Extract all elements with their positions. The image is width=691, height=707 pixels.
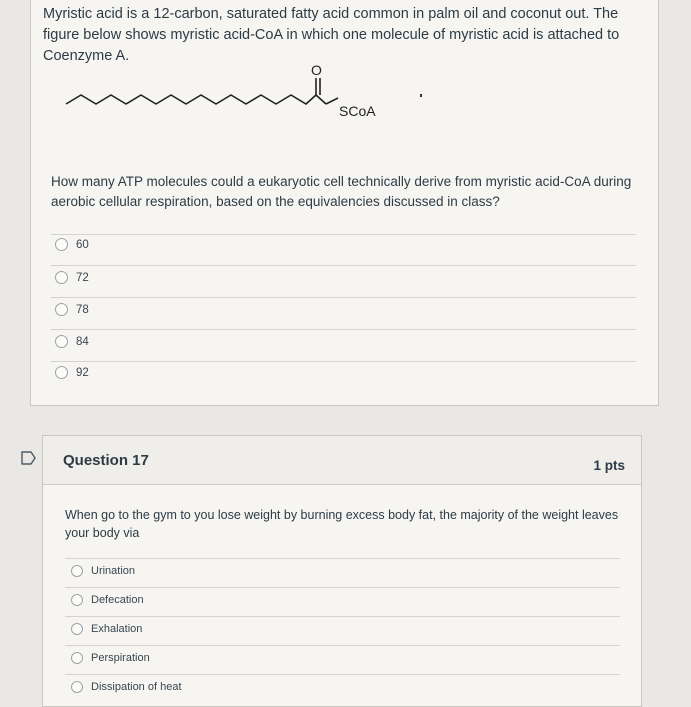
answer-label: 60: [76, 238, 89, 251]
answer-label: 84: [76, 335, 89, 348]
radio-button[interactable]: [71, 623, 83, 635]
answer-option[interactable]: [71, 623, 142, 635]
bookmark-flag-icon[interactable]: [20, 450, 36, 466]
answer-divider: [51, 234, 636, 235]
answer-label: Defecation: [91, 594, 144, 606]
answer-divider: [51, 265, 636, 266]
answer-divider: [51, 329, 636, 330]
scoa-label: SCoA: [339, 103, 376, 119]
question-17-card: [42, 435, 642, 707]
answer-divider: [65, 674, 620, 675]
question-17-header: [43, 436, 641, 485]
answer-option[interactable]: [71, 681, 182, 693]
radio-button[interactable]: [71, 652, 83, 664]
answer-option[interactable]: [55, 303, 89, 316]
answer-label: 72: [76, 271, 89, 284]
radio-button[interactable]: [55, 335, 68, 348]
answer-divider: [65, 616, 620, 617]
question-16-card: [30, 0, 659, 406]
myristoyl-coa-structure: [56, 62, 436, 132]
answer-option[interactable]: [55, 335, 89, 348]
radio-button[interactable]: [71, 681, 83, 693]
question-16-intro: Myristic acid is a 12-carbon, saturated fatty acid common in palm oil and coconut out. The figure below shows myristic acid-CoA in which one molecule of myristic acid is attached to Coenzyme A.: [43, 6, 620, 64]
answer-label: Dissipation of heat: [91, 681, 182, 693]
radio-button[interactable]: [55, 238, 68, 251]
answer-divider: [51, 361, 636, 362]
answer-option[interactable]: [55, 366, 89, 379]
answer-option[interactable]: [71, 652, 150, 664]
question-17-text: When go to the gym to you lose weight by burning excess body fat, the majority of the weight leaves your body via: [65, 508, 619, 540]
oxygen-label: O: [311, 62, 322, 78]
answer-divider: [65, 645, 620, 646]
answer-label: 92: [76, 366, 89, 379]
answer-option[interactable]: [71, 594, 144, 606]
radio-button[interactable]: [55, 271, 68, 284]
answer-option[interactable]: [55, 238, 89, 251]
answer-label: 78: [76, 303, 89, 316]
answer-label: Urination: [91, 565, 136, 577]
question-16-text: How many ATP molecules could a eukaryotic cell technically derive from myristic acid-CoA during aerobic cellular respiration, based on the equivalencies discussed in class?: [51, 174, 632, 209]
answer-option[interactable]: [71, 565, 135, 577]
radio-button[interactable]: [71, 594, 83, 606]
radio-button[interactable]: [55, 366, 68, 379]
answer-divider: [51, 297, 636, 298]
radio-button[interactable]: [71, 565, 83, 577]
radio-button[interactable]: [55, 303, 68, 316]
question-points: 1 pts: [593, 458, 625, 473]
answer-label: Perspiration: [91, 652, 150, 664]
question-title: Question 17: [63, 452, 149, 469]
answer-divider: [65, 587, 620, 588]
answer-option[interactable]: [55, 271, 89, 284]
answer-label: Exhalation: [91, 623, 143, 635]
answer-divider: [65, 558, 620, 559]
